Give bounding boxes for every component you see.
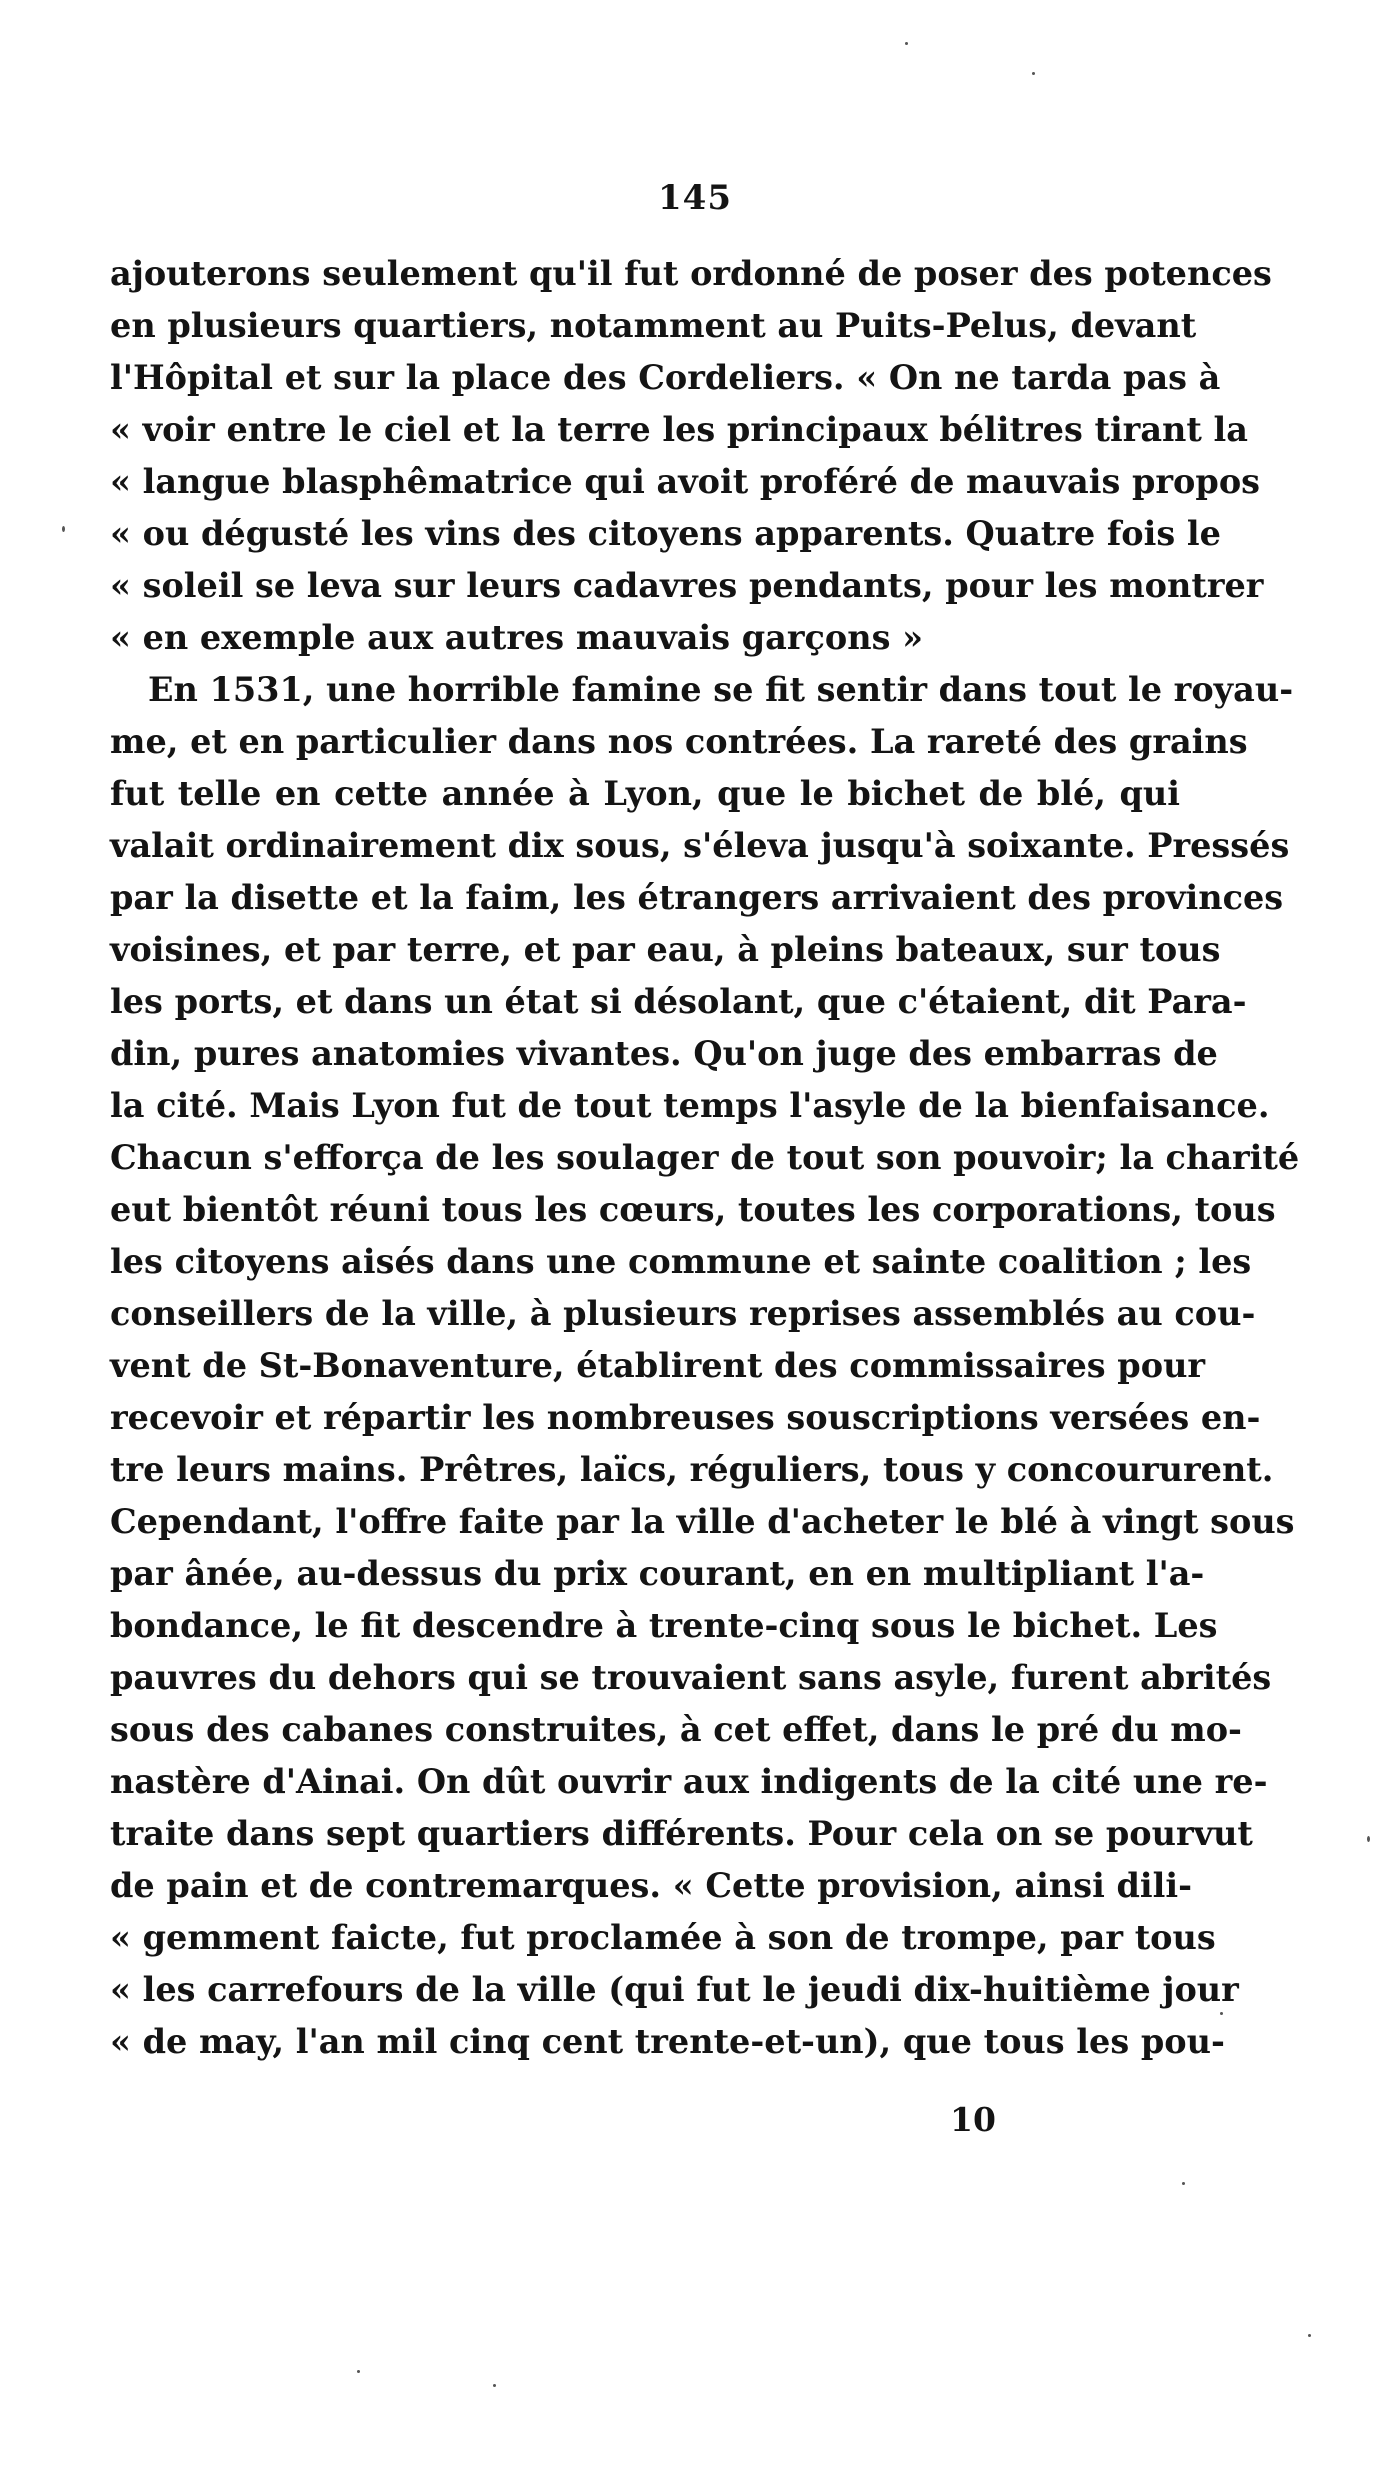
text-line: nastère d'Ainai. On dût ouvrir aux indigents de la cité une re- (110, 1762, 1268, 1801)
body-text (110, 248, 1300, 2068)
text-line: bondance, le fit descendre à trente-cinq sous le bichet. Les (110, 1606, 1218, 1645)
text-line: « de may, l'an mil cinq cent trente-et-un), que tous les pou- (110, 2022, 1225, 2061)
scan-speck (62, 526, 65, 532)
text-line: « en exemple aux autres mauvais garçons » (110, 618, 924, 657)
text-line: par la disette et la faim, les étrangers arrivaient des provinces (110, 878, 1284, 917)
text-line: eut bientôt réuni tous les cœurs, toutes les corporations, tous (110, 1190, 1276, 1229)
scan-speck (1182, 2182, 1185, 2185)
text-line: sous des cabanes construites, à cet effet, dans le pré du mo- (110, 1710, 1242, 1749)
text-line: la cité. Mais Lyon fut de tout temps l'asyle de la bienfaisance. (110, 1086, 1270, 1125)
text-line: « langue blasphêmatrice qui avoit proféré de mauvais propos (110, 462, 1261, 501)
text-line: Cependant, l'offre faite par la ville d'acheter le blé à vingt sous (110, 1502, 1295, 1541)
text-line: voisines, et par terre, et par eau, à pleins bateaux, sur tous (110, 930, 1221, 969)
paragraph-start-line: En 1531, une horrible famine se fit sentir dans tout le royau- (148, 670, 1294, 709)
text-line: les ports, et dans un état si désolant, que c'étaient, dit Para- (110, 982, 1247, 1021)
scan-speck (357, 2370, 360, 2373)
text-line: « ou dégusté les vins des citoyens apparents. Quatre fois le (110, 514, 1221, 553)
scan-speck (1220, 2012, 1223, 2015)
text-line: en plusieurs quartiers, notamment au Puits-Pelus, devant (110, 306, 1197, 345)
text-line: pauvres du dehors qui se trouvaient sans asyle, furent abrités (110, 1658, 1272, 1697)
text-line: de pain et de contremarques. « Cette provision, ainsi dili- (110, 1866, 1193, 1905)
text-line: « soleil se leva sur leurs cadavres pendants, pour les montrer (110, 566, 1264, 605)
text-line: « les carrefours de la ville (qui fut le jeudi dix-huitième jour (110, 1970, 1239, 2009)
text-line: les citoyens aisés dans une commune et sainte coalition ; les (110, 1242, 1252, 1281)
text-line: l'Hôpital et sur la place des Cordeliers. « On ne tarda pas à (110, 358, 1221, 397)
text-line: recevoir et répartir les nombreuses souscriptions versées en- (110, 1398, 1261, 1437)
scan-speck (1367, 1836, 1370, 1842)
text-line: par ânée, au-dessus du prix courant, en en multipliant l'a- (110, 1554, 1205, 1593)
text-line: « voir entre le ciel et la terre les principaux bélitres tirant la (110, 410, 1248, 449)
text-line: fut telle en cette année à Lyon, que le bichet de blé, qui (110, 774, 1180, 813)
text-line: din, pures anatomies vivantes. Qu'on juge des embarras de (110, 1034, 1218, 1073)
page-number: 145 (658, 178, 732, 218)
text-line: vent de St-Bonaventure, établirent des commissaires pour (110, 1346, 1206, 1385)
text-line: conseillers de la ville, à plusieurs reprises assemblés au cou- (110, 1294, 1256, 1333)
text-line: Chacun s'efforça de les soulager de tout son pouvoir; la charité (110, 1138, 1300, 1177)
scan-speck (905, 42, 908, 45)
text-line: ajouterons seulement qu'il fut ordonné de poser des potences (110, 254, 1272, 293)
text-line: « gemment faicte, fut proclamée à son de trompe, par tous (110, 1918, 1216, 1957)
text-line: valait ordinairement dix sous, s'éleva jusqu'à soixante. Pressés (110, 826, 1290, 865)
text-line: tre leurs mains. Prêtres, laïcs, réguliers, tous y concoururent. (110, 1450, 1274, 1489)
scan-speck (1308, 2334, 1311, 2337)
scan-speck (493, 2384, 496, 2387)
scan-speck (1032, 72, 1035, 75)
text-line: me, et en particulier dans nos contrées. La rareté des grains (110, 722, 1248, 761)
text-line: traite dans sept quartiers différents. Pour cela on se pourvut (110, 1814, 1253, 1853)
signature-mark: 10 (950, 2100, 996, 2139)
